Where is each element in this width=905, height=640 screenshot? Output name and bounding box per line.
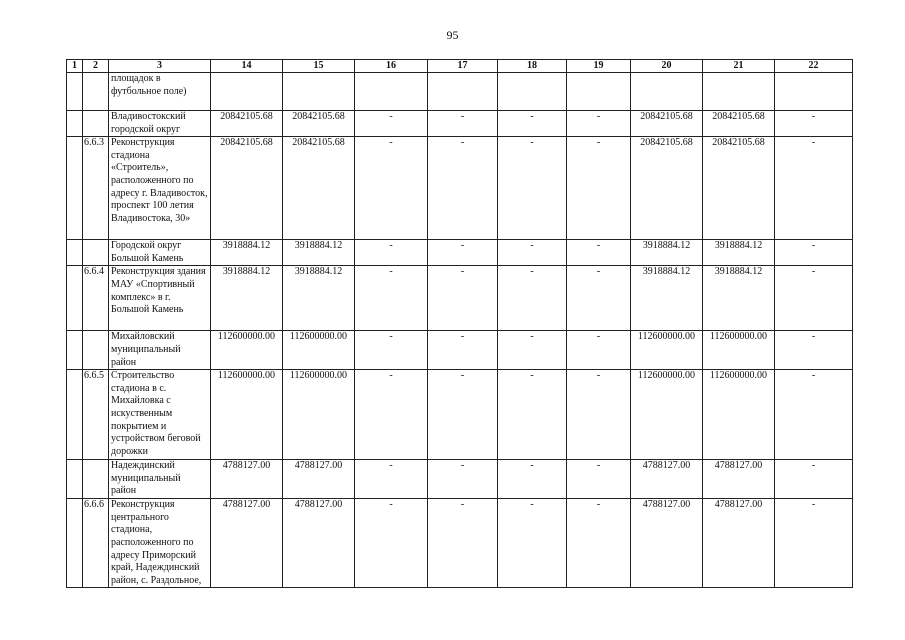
table-row (67, 266, 853, 331)
value-cell-15: 3918884.12 (283, 240, 355, 266)
value-cell-21: 3918884.12 (703, 266, 775, 331)
value-cell-20: 3918884.12 (631, 240, 703, 266)
value-cell-20: 112600000.00 (631, 331, 703, 370)
table-row (67, 73, 853, 111)
value-cell-20: 20842105.68 (631, 111, 703, 137)
value-cell-15 (283, 73, 355, 111)
value-cell-20: 4788127.00 (631, 460, 703, 499)
value-cell-14: 3918884.12 (211, 266, 283, 331)
value-cell-22: - (775, 137, 853, 240)
value-cell-17: - (428, 460, 498, 499)
table-row (67, 240, 853, 266)
row-index-cell (67, 137, 83, 240)
value-cell-21: 20842105.68 (703, 111, 775, 137)
column-header-17: 17 (428, 60, 498, 73)
value-cell-20: 112600000.00 (631, 370, 703, 460)
budget-table (66, 59, 853, 588)
value-cell-21 (703, 73, 775, 111)
row-index-cell (67, 266, 83, 331)
value-cell-16: - (355, 370, 428, 460)
value-cell-18: - (498, 111, 567, 137)
row-name-cell: Надеждинский муниципальный район (109, 460, 211, 499)
value-cell-17: - (428, 331, 498, 370)
table-row (67, 137, 853, 240)
value-cell-17: - (428, 240, 498, 266)
value-cell-16: - (355, 240, 428, 266)
value-cell-21: 4788127.00 (703, 499, 775, 588)
column-header-2: 2 (83, 60, 109, 73)
row-name-cell: Городской округ Большой Камень (109, 240, 211, 266)
value-cell-17: - (428, 266, 498, 331)
row-code-cell (83, 111, 109, 137)
column-header-16: 16 (355, 60, 428, 73)
value-cell-15: 4788127.00 (283, 460, 355, 499)
column-header-19: 19 (567, 60, 631, 73)
value-cell-22: - (775, 460, 853, 499)
value-cell-22: - (775, 331, 853, 370)
value-cell-21: 20842105.68 (703, 137, 775, 240)
table-body (67, 73, 853, 588)
value-cell-16: - (355, 331, 428, 370)
value-cell-20: 3918884.12 (631, 266, 703, 331)
value-cell-19: - (567, 331, 631, 370)
header-row (67, 60, 853, 73)
row-code-cell: 6.6.4 (83, 266, 109, 331)
value-cell-14: 3918884.12 (211, 240, 283, 266)
column-header-1: 1 (67, 60, 83, 73)
value-cell-14: 112600000.00 (211, 331, 283, 370)
value-cell-22: - (775, 266, 853, 331)
value-cell-15: 112600000.00 (283, 331, 355, 370)
value-cell-22: - (775, 499, 853, 588)
value-cell-18: - (498, 266, 567, 331)
value-cell-14: 20842105.68 (211, 137, 283, 240)
value-cell-19: - (567, 111, 631, 137)
row-code-cell (83, 460, 109, 499)
row-name-cell: Владивостокский городской округ (109, 111, 211, 137)
column-header-14: 14 (211, 60, 283, 73)
value-cell-19: - (567, 137, 631, 240)
value-cell-19: - (567, 370, 631, 460)
column-header-15: 15 (283, 60, 355, 73)
row-name-cell: Михайловский муниципальный район (109, 331, 211, 370)
value-cell-15: 20842105.68 (283, 111, 355, 137)
value-cell-18: - (498, 331, 567, 370)
value-cell-18: - (498, 499, 567, 588)
value-cell-17 (428, 73, 498, 111)
row-index-cell (67, 240, 83, 266)
value-cell-14: 4788127.00 (211, 499, 283, 588)
page-number: 95 (446, 28, 459, 42)
row-code-cell (83, 331, 109, 370)
table-row (67, 370, 853, 460)
value-cell-16: - (355, 266, 428, 331)
row-index-cell (67, 460, 83, 499)
table-row (67, 111, 853, 137)
value-cell-22 (775, 73, 853, 111)
value-cell-15: 3918884.12 (283, 266, 355, 331)
value-cell-14: 4788127.00 (211, 460, 283, 499)
column-header-22: 22 (775, 60, 853, 73)
value-cell-17: - (428, 137, 498, 240)
value-cell-20: 4788127.00 (631, 499, 703, 588)
table-row (67, 499, 853, 588)
value-cell-14: 112600000.00 (211, 370, 283, 460)
value-cell-16 (355, 73, 428, 111)
value-cell-17: - (428, 370, 498, 460)
value-cell-19 (567, 73, 631, 111)
row-index-cell (67, 370, 83, 460)
value-cell-18: - (498, 137, 567, 240)
row-name-cell: Реконструкция здания МАУ «Спортивный комплекс» в г. Большой Камень (109, 266, 211, 331)
column-header-3: 3 (109, 60, 211, 73)
row-index-cell (67, 73, 83, 111)
table-row (67, 460, 853, 499)
column-header-20: 20 (631, 60, 703, 73)
value-cell-16: - (355, 111, 428, 137)
row-code-cell: 6.6.5 (83, 370, 109, 460)
row-index-cell (67, 331, 83, 370)
value-cell-19: - (567, 240, 631, 266)
value-cell-18: - (498, 240, 567, 266)
row-name-cell: Реконструкция стадиона «Строитель», расположенного по адресу г. Владивосток, проспект 100 летия Владивостока, 30» (109, 137, 211, 240)
row-code-cell (83, 73, 109, 111)
value-cell-20: 20842105.68 (631, 137, 703, 240)
value-cell-16: - (355, 499, 428, 588)
value-cell-18 (498, 73, 567, 111)
value-cell-17: - (428, 111, 498, 137)
table-row (67, 331, 853, 370)
row-name-cell: Строительство стадиона в с. Михайловка с искуственным покрытием и устройством беговой дорожки (109, 370, 211, 460)
value-cell-20 (631, 73, 703, 111)
value-cell-21: 112600000.00 (703, 331, 775, 370)
row-name-cell: Реконструкция центрального стадиона, расположенного по адресу Приморский край, Надеждинский район, с. Раздольное, (109, 499, 211, 588)
value-cell-15: 4788127.00 (283, 499, 355, 588)
row-code-cell: 6.6.6 (83, 499, 109, 588)
value-cell-17: - (428, 499, 498, 588)
row-index-cell (67, 499, 83, 588)
value-cell-22: - (775, 240, 853, 266)
value-cell-14 (211, 73, 283, 111)
value-cell-19: - (567, 460, 631, 499)
value-cell-15: 112600000.00 (283, 370, 355, 460)
value-cell-16: - (355, 137, 428, 240)
value-cell-22: - (775, 370, 853, 460)
value-cell-21: 112600000.00 (703, 370, 775, 460)
row-code-cell (83, 240, 109, 266)
value-cell-18: - (498, 460, 567, 499)
value-cell-21: 4788127.00 (703, 460, 775, 499)
value-cell-15: 20842105.68 (283, 137, 355, 240)
row-name-cell: площадок в футбольное поле) (109, 73, 211, 111)
value-cell-16: - (355, 460, 428, 499)
value-cell-21: 3918884.12 (703, 240, 775, 266)
value-cell-19: - (567, 499, 631, 588)
value-cell-14: 20842105.68 (211, 111, 283, 137)
value-cell-22: - (775, 111, 853, 137)
row-index-cell (67, 111, 83, 137)
column-header-18: 18 (498, 60, 567, 73)
row-code-cell: 6.6.3 (83, 137, 109, 240)
column-header-21: 21 (703, 60, 775, 73)
value-cell-18: - (498, 370, 567, 460)
value-cell-19: - (567, 266, 631, 331)
